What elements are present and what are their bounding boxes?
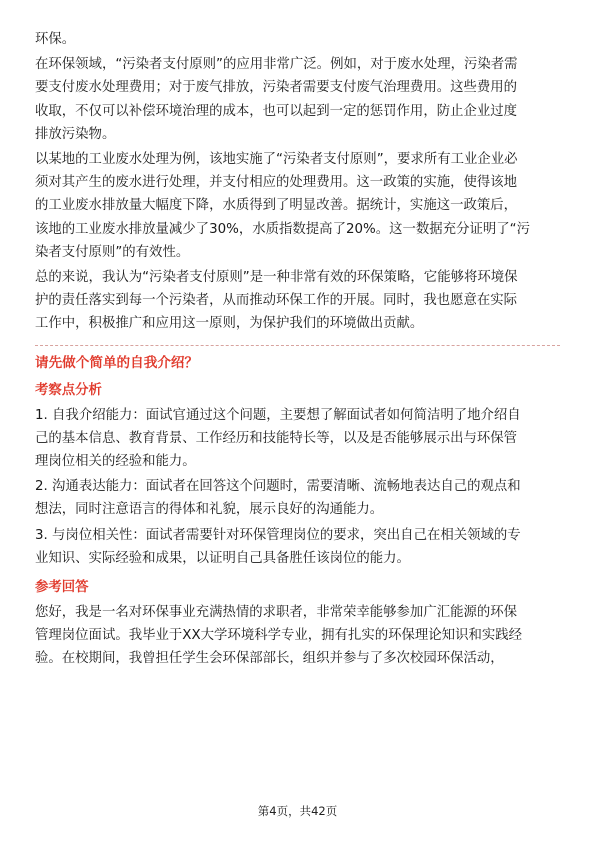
- text-line: 收取，不仅可以补偿环境治理的成本，也可以起到一定的惩罚作用，防止企业过度: [35, 103, 518, 119]
- text-line: 理岗位相关的经验和能力。: [35, 454, 196, 470]
- answer-paragraph: [35, 601, 560, 671]
- text-line: 该地的工业废水排放量减少了30%，水质指数提高了20%。这一数据充分证明了“污: [35, 221, 530, 237]
- body-paragraph: [35, 28, 560, 51]
- page-footer: 第4页，共42页: [257, 804, 338, 818]
- text-line: 您好，我是一名对环保事业充满热情的求职者，非常荣幸能够参加广汇能源的环保: [35, 605, 518, 621]
- interview-question: 请先做个简单的自我介绍？: [35, 354, 199, 371]
- text-line: 护的责任落实到每一个污染者，从而推动环保工作的开展。同时，我也愿意在实际: [35, 293, 518, 309]
- page-content: [35, 28, 560, 673]
- text-line: 业知识、实际经验和成果，以证明自己具备胜任该岗位的能力。: [35, 550, 410, 566]
- body-paragraph: [35, 148, 560, 264]
- text-line: 工作中，积极推广和应用这一原则，为保护我们的环境做出贡献。: [35, 316, 424, 332]
- body-paragraph: [35, 266, 560, 336]
- analysis-item: [35, 524, 560, 570]
- body-paragraph: [35, 53, 560, 146]
- text-line: 3. 与岗位相关性：面试者需要针对环保管理岗位的要求，突出自己在相关领域的专: [35, 527, 521, 543]
- analysis-list: [35, 404, 560, 570]
- text-line: 排放污染物。: [35, 126, 116, 142]
- text-line: 己的基本信息、教育背景、工作经历和技能特长等，以及是否能够展示出与环保管: [35, 430, 518, 446]
- analysis-item: [35, 404, 560, 474]
- text-line: 要支付废水处理费用；对于废气排放，污染者需要支付废气治理费用。这些费用的: [35, 80, 518, 96]
- text-line: 染者支付原则”的有效性。: [35, 244, 190, 260]
- text-line: 想法，同时注意语言的得体和礼貌，展示良好的沟通能力。: [35, 502, 384, 518]
- section-divider: [35, 345, 560, 346]
- analysis-item: [35, 475, 560, 521]
- text-line: 环保。: [35, 32, 76, 47]
- analysis-heading: 考察点分析: [35, 382, 102, 398]
- text-line: 管理岗位面试。我毕业于XX大学环境科学专业，拥有扎实的环保理论知识和实践经: [35, 628, 523, 644]
- answer-section: [35, 601, 560, 671]
- intro-section: [35, 28, 560, 336]
- text-line: 2. 沟通表达能力：面试者在回答这个问题时，需要清晰、流畅地表达自己的观点和: [35, 479, 521, 495]
- text-line: 须对其产生的废水进行处理，并支付相应的处理费用。这一政策的实施，使得该地: [35, 175, 518, 191]
- text-line: 1. 自我介绍能力：面试官通过这个问题，主要想了解面试者如何简洁明了地介绍自: [35, 407, 521, 423]
- text-line: 验。在校期间，我曾担任学生会环保部部长，组织并参与了多次校园环保活动，: [35, 651, 504, 667]
- answer-heading: 参考回答: [35, 580, 89, 596]
- text-line: 的工业废水排放量大幅度下降，水质得到了明显改善。据统计，实施这一政策后，: [35, 198, 518, 214]
- text-line: 在环保领域，“污染者支付原则”的应用非常广泛。例如，对于废水处理，污染者需: [35, 57, 518, 73]
- text-line: 以某地的工业废水处理为例，该地实施了“污染者支付原则”，要求所有工业企业必: [35, 152, 518, 168]
- text-line: 总的来说，我认为“污染者支付原则”是一种非常有效的环保策略，它能够将环境保: [35, 270, 518, 286]
